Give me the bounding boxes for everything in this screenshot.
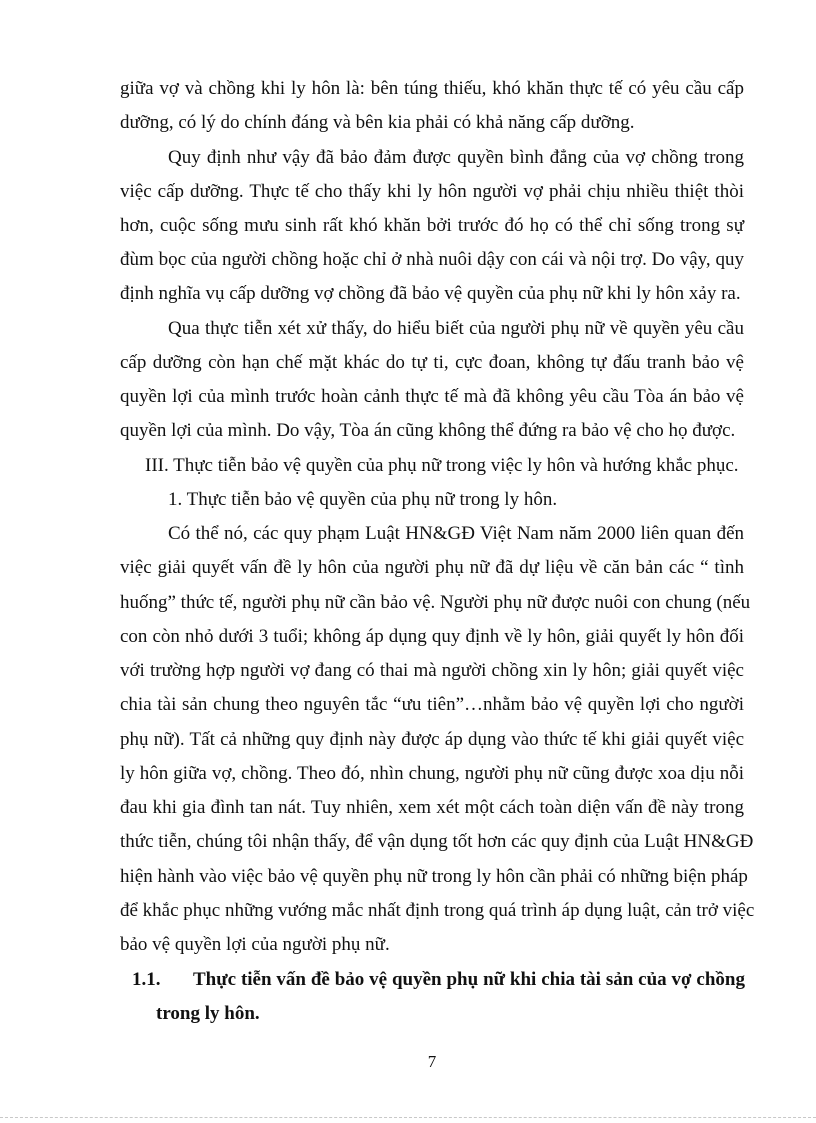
body-line: định nghĩa vụ cấp dưỡng vợ chồng đã bảo vệ quyền của phụ nữ khi ly hôn xảy ra. — [120, 283, 741, 304]
body-line: đau khi gia đình tan nát. Tuy nhiên, xem xét một cách toàn diện vấn đề này trong — [120, 797, 744, 818]
body-line: việc giải quyết vấn đề ly hôn của người phụ nữ đã dự liệu về căn bản các “ tình — [120, 557, 744, 578]
body-line: giữa vợ và chồng khi ly hôn là: bên túng thiếu, khó khăn thực tế có yêu cầu cấp — [120, 78, 744, 99]
body-line: Qua thực tiễn xét xử thấy, do hiểu biết của người phụ nữ về quyền yêu cầu — [168, 318, 744, 339]
body-line: với trường hợp người vợ đang có thai mà người chồng xin ly hôn; giải quyết việc — [120, 660, 744, 681]
body-line: phụ nữ). Tất cả những quy định này được áp dụng vào thức tế khi giải quyết việc — [120, 729, 744, 750]
body-line: thức tiễn, chúng tôi nhận thấy, để vận dụng tốt hơn các quy định của Luật HN&GĐ — [120, 831, 754, 852]
body-line: ly hôn giữa vợ, chồng. Theo đó, nhìn chung, người phụ nữ cũng được xoa dịu nỗi — [120, 763, 744, 784]
body-line: quyền lợi của mình. Do vậy, Tòa án cũng không thể đứng ra bảo vệ cho họ được. — [120, 420, 736, 441]
body-line: huống” thức tế, người phụ nữ cần bảo vệ. Người phụ nữ được nuôi con chung (nếu — [120, 592, 751, 613]
heading-title-line-1: Thực tiễn vấn đề bảo vệ quyền phụ nữ khi chia tài sản của vợ chồng — [193, 969, 745, 990]
body-line: cấp dưỡng còn hạn chế mặt khác do tự ti, cực đoan, không tự đấu tranh bảo vệ — [120, 352, 744, 373]
subsection-heading: 1. Thực tiễn bảo vệ quyền của phụ nữ trong ly hôn. — [168, 489, 558, 510]
body-line: con còn nhỏ dưới 3 tuổi; không áp dụng quy định về ly hôn, giải quyết ly hôn đối — [120, 626, 744, 647]
body-line: việc cấp dưỡng. Thực tế cho thấy khi ly hôn người vợ phải chịu nhiều thiệt thòi — [120, 181, 744, 202]
body-line: đùm bọc của người chồng hoặc chỉ ở nhà nuôi dậy con cái và nội trợ. Do vậy, quy — [120, 249, 744, 270]
body-line: để khắc phục những vướng mắc nhất định trong quá trình áp dụng luật, cản trở việc — [120, 900, 755, 921]
body-line: chia tài sản chung theo nguyên tắc “ưu tiên”…nhằm bảo vệ quyền lợi cho người — [120, 694, 744, 715]
body-line: bảo vệ quyền lợi của người phụ nữ. — [120, 934, 390, 955]
section-heading: III. Thực tiễn bảo vệ quyền của phụ nữ trong việc ly hôn và hướng khắc phục. — [145, 455, 739, 476]
body-line: Có thể nó, các quy phạm Luật HN&GĐ Việt Nam năm 2000 liên quan đến — [168, 523, 744, 544]
body-line: hơn, cuộc sống mưu sinh rất khó khăn bởi trước đó họ có thể chỉ sống trong sự — [120, 215, 744, 236]
body-line: dưỡng, có lý do chính đáng và bên kia phải có khả năng cấp dưỡng. — [120, 112, 635, 133]
body-line: quyền lợi của mình trước hoàn cảnh thực tế mà đã không yêu cầu Tòa án bảo vệ — [120, 386, 744, 407]
body-line: Quy định như vậy đã bảo đảm được quyền bình đẳng của vợ chồng trong — [168, 147, 744, 168]
page-bottom-border — [0, 1117, 816, 1118]
heading-number: 1.1. — [132, 969, 161, 990]
page-number: 7 — [427, 1052, 437, 1071]
heading-title-line-2: trong ly hôn. — [156, 1003, 260, 1024]
body-line: hiện hành vào việc bảo vệ quyền phụ nữ trong ly hôn cần phải có những biện pháp — [120, 866, 748, 887]
